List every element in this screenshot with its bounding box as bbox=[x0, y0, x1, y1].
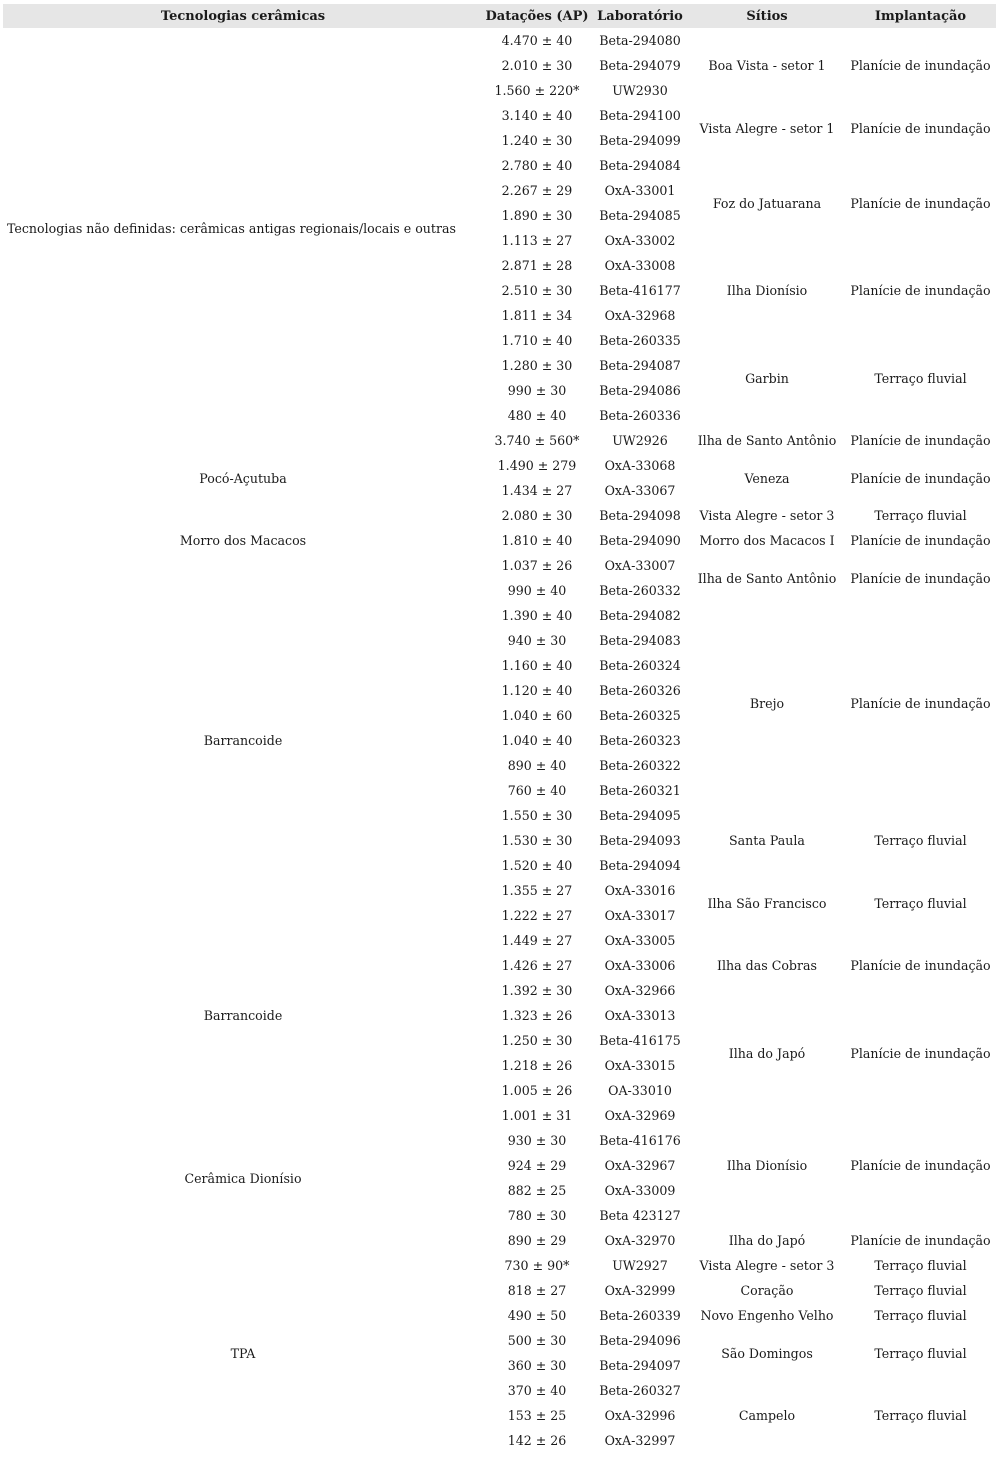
ceramic-technology-cell: Morro dos Macacos bbox=[179, 533, 307, 548]
laboratory-cell: UW2926 bbox=[612, 433, 668, 448]
laboratory-cell: Beta-416175 bbox=[599, 1033, 681, 1048]
date-cell: 1.434 ± 27 bbox=[501, 483, 573, 498]
laboratory-cell: OA-33010 bbox=[608, 1083, 672, 1098]
laboratory-cell: OxA-32970 bbox=[604, 1233, 676, 1248]
date-cell: 1.120 ± 40 bbox=[501, 683, 573, 698]
laboratory-cell: OxA-33002 bbox=[604, 233, 676, 248]
implantation-cell: Terraço fluvial bbox=[874, 508, 967, 523]
table-header-row bbox=[3, 4, 996, 28]
date-cell: 1.005 ± 26 bbox=[501, 1083, 573, 1098]
laboratory-cell: OxA-32996 bbox=[604, 1408, 676, 1423]
implantation-cell: Planície de inundação bbox=[850, 570, 991, 586]
implantation-cell: Planície de inundação bbox=[850, 58, 991, 73]
table-row bbox=[3, 528, 996, 553]
site-cell: Foz do Jatuarana bbox=[712, 195, 822, 211]
laboratory-cell: OxA-33009 bbox=[604, 1183, 676, 1198]
laboratory-cell: Beta-294090 bbox=[599, 533, 681, 548]
table-row bbox=[3, 428, 996, 453]
laboratory-cell: Beta-260336 bbox=[599, 408, 681, 423]
date-cell: 990 ± 30 bbox=[507, 383, 567, 398]
laboratory-cell: UW2927 bbox=[612, 1258, 668, 1273]
laboratory-cell: OxA-33008 bbox=[604, 258, 676, 273]
date-cell: 1.222 ± 27 bbox=[501, 908, 573, 923]
implantation-cell: Terraço fluvial bbox=[874, 1308, 967, 1323]
site-cell: Vista Alegre - setor 3 bbox=[699, 1258, 835, 1273]
header-sites: Sítios bbox=[689, 4, 845, 28]
ceramic-technology-cell: Pocó-Açutuba bbox=[199, 470, 287, 486]
site-cell: Vista Alegre - setor 3 bbox=[699, 508, 835, 523]
laboratory-cell: OxA-32999 bbox=[604, 1283, 676, 1298]
laboratory-cell: OxA-32967 bbox=[604, 1158, 676, 1173]
laboratory-cell: OxA-33067 bbox=[604, 483, 676, 498]
site-cell: Ilha das Cobras bbox=[717, 958, 817, 973]
implantation-cell: Terraço fluvial bbox=[874, 833, 967, 848]
implantation-cell: Terraço fluvial bbox=[874, 895, 967, 911]
date-cell: 940 ± 30 bbox=[507, 633, 567, 648]
site-cell: Coração bbox=[740, 1283, 794, 1298]
table-row bbox=[3, 928, 996, 953]
date-cell: 760 ± 40 bbox=[507, 783, 567, 798]
implantation-cell: Planície de inundação bbox=[850, 958, 991, 973]
date-cell: 480 ± 40 bbox=[507, 408, 567, 423]
laboratory-cell: Beta-416176 bbox=[599, 1133, 681, 1148]
laboratory-cell: Beta-260327 bbox=[599, 1383, 681, 1398]
laboratory-cell: Beta-260335 bbox=[599, 333, 681, 348]
date-cell: 1.160 ± 40 bbox=[501, 658, 573, 673]
date-cell: 1.240 ± 30 bbox=[501, 133, 573, 148]
date-cell: 2.871 ± 28 bbox=[501, 258, 573, 273]
site-cell: Ilha Dionísio bbox=[726, 283, 808, 298]
date-cell: 1.280 ± 30 bbox=[501, 358, 573, 373]
laboratory-cell: Beta-294098 bbox=[599, 508, 681, 523]
implantation-cell: Planície de inundação bbox=[850, 533, 991, 548]
laboratory-cell: Beta-260326 bbox=[599, 683, 681, 698]
laboratory-cell: Beta-294100 bbox=[599, 108, 681, 123]
implantation-cell: Planície de inundação bbox=[850, 695, 991, 711]
date-cell: 990 ± 40 bbox=[507, 583, 567, 598]
header-ceramic-technologies: Tecnologias cerâmicas bbox=[3, 4, 483, 28]
header-laboratory: Laboratório bbox=[591, 4, 689, 28]
laboratory-cell: Beta-260321 bbox=[599, 783, 681, 798]
site-cell: São Domingos bbox=[721, 1345, 813, 1361]
site-cell: Morro dos Macacos I bbox=[699, 533, 835, 548]
header-dates: Datações (AP) bbox=[483, 4, 591, 28]
date-cell: 890 ± 40 bbox=[507, 758, 567, 773]
date-cell: 3.140 ± 40 bbox=[501, 108, 573, 123]
date-cell: 780 ± 30 bbox=[507, 1208, 567, 1223]
laboratory-cell: Beta-260332 bbox=[599, 583, 681, 598]
date-cell: 3.740 ± 560* bbox=[494, 433, 580, 448]
laboratory-cell: OxA-33006 bbox=[604, 958, 676, 973]
laboratory-cell: Beta-260322 bbox=[599, 758, 681, 773]
laboratory-cell: Beta-294082 bbox=[599, 608, 681, 623]
radiocarbon-dates-table bbox=[3, 4, 996, 1453]
laboratory-cell: Beta-294093 bbox=[599, 833, 681, 848]
table-row bbox=[3, 1253, 996, 1278]
date-cell: 370 ± 40 bbox=[507, 1383, 567, 1398]
laboratory-cell: OxA-33016 bbox=[604, 883, 676, 898]
ceramic-technology-cell: Barrancoide bbox=[203, 1008, 283, 1023]
date-cell: 1.040 ± 60 bbox=[501, 708, 573, 723]
laboratory-cell: OxA-33001 bbox=[604, 183, 676, 198]
laboratory-cell: Beta-294083 bbox=[599, 633, 681, 648]
table-row bbox=[3, 1103, 996, 1128]
date-cell: 1.811 ± 34 bbox=[501, 308, 573, 323]
implantation-cell: Planície de inundação bbox=[850, 120, 991, 136]
date-cell: 1.550 ± 30 bbox=[501, 808, 573, 823]
date-cell: 4.470 ± 40 bbox=[501, 33, 573, 48]
laboratory-cell: OxA-32966 bbox=[604, 983, 676, 998]
laboratory-cell: OxA-33005 bbox=[604, 933, 676, 948]
site-cell: Ilha São Francisco bbox=[707, 895, 827, 911]
date-cell: 1.037 ± 26 bbox=[501, 558, 573, 573]
date-cell: 360 ± 30 bbox=[507, 1358, 567, 1373]
implantation-cell: Terraço fluvial bbox=[874, 370, 967, 386]
date-cell: 1.530 ± 30 bbox=[501, 833, 573, 848]
laboratory-cell: OxA-32997 bbox=[604, 1433, 676, 1448]
date-cell: 1.890 ± 30 bbox=[501, 208, 573, 223]
header-implantation: Implantação bbox=[845, 4, 996, 28]
site-cell: Campelo bbox=[738, 1408, 796, 1423]
table-body bbox=[3, 28, 996, 1453]
date-cell: 2.267 ± 29 bbox=[501, 183, 573, 198]
date-cell: 1.250 ± 30 bbox=[501, 1033, 573, 1048]
site-cell: Ilha do Japó bbox=[728, 1045, 806, 1061]
date-cell: 1.218 ± 26 bbox=[501, 1058, 573, 1073]
laboratory-cell: OxA-33013 bbox=[604, 1008, 676, 1023]
date-cell: 2.080 ± 30 bbox=[501, 508, 573, 523]
laboratory-cell: OxA-33007 bbox=[604, 558, 676, 573]
laboratory-cell: OxA-33015 bbox=[604, 1058, 676, 1073]
laboratory-cell: Beta 423127 bbox=[599, 1208, 681, 1223]
date-cell: 1.490 ± 279 bbox=[497, 458, 577, 473]
laboratory-cell: Beta-294085 bbox=[599, 208, 681, 223]
date-cell: 500 ± 30 bbox=[507, 1333, 567, 1348]
laboratory-cell: Beta-294086 bbox=[599, 383, 681, 398]
implantation-cell: Planície de inundação bbox=[850, 1045, 991, 1061]
implantation-cell: Planície de inundação bbox=[850, 195, 991, 211]
date-cell: 1.710 ± 40 bbox=[501, 333, 573, 348]
date-cell: 2.780 ± 40 bbox=[501, 158, 573, 173]
laboratory-cell: OxA-32968 bbox=[604, 308, 676, 323]
date-cell: 1.449 ± 27 bbox=[501, 933, 573, 948]
site-cell: Santa Paula bbox=[729, 833, 805, 848]
site-cell: Ilha do Japó bbox=[728, 1233, 806, 1248]
laboratory-cell: UW2930 bbox=[612, 83, 668, 98]
site-cell: Ilha Dionísio bbox=[726, 1158, 808, 1173]
laboratory-cell: Beta-294094 bbox=[599, 858, 681, 873]
laboratory-cell: Beta-294087 bbox=[599, 358, 681, 373]
laboratory-cell: Beta-294084 bbox=[599, 158, 681, 173]
date-cell: 930 ± 30 bbox=[507, 1133, 567, 1148]
date-cell: 1.520 ± 40 bbox=[501, 858, 573, 873]
date-cell: 490 ± 50 bbox=[507, 1308, 567, 1323]
date-cell: 1.355 ± 27 bbox=[501, 883, 573, 898]
date-cell: 818 ± 27 bbox=[507, 1283, 567, 1298]
site-cell: Ilha de Santo Antônio bbox=[697, 570, 837, 586]
laboratory-cell: Beta-260339 bbox=[599, 1308, 681, 1323]
implantation-cell: Planície de inundação bbox=[850, 470, 991, 486]
date-cell: 1.390 ± 40 bbox=[501, 608, 573, 623]
ceramic-technology-cell: Tecnologias não definidas: cerâmicas antigas regionais/locais e outras bbox=[7, 220, 456, 236]
laboratory-cell: Beta-416177 bbox=[599, 283, 681, 298]
implantation-cell: Terraço fluvial bbox=[874, 1258, 967, 1273]
date-cell: 1.040 ± 40 bbox=[501, 733, 573, 748]
implantation-cell: Terraço fluvial bbox=[874, 1408, 967, 1423]
laboratory-cell: OxA-32969 bbox=[604, 1108, 676, 1123]
date-cell: 142 ± 26 bbox=[507, 1433, 567, 1448]
date-cell: 882 ± 25 bbox=[507, 1183, 567, 1198]
ceramic-technology-cell: TPA bbox=[230, 1345, 256, 1361]
laboratory-cell: OxA-33068 bbox=[604, 458, 676, 473]
site-cell: Novo Engenho Velho bbox=[700, 1308, 834, 1323]
date-cell: 2.510 ± 30 bbox=[501, 283, 573, 298]
date-cell: 924 ± 29 bbox=[507, 1158, 567, 1173]
date-cell: 1.113 ± 27 bbox=[501, 233, 573, 248]
laboratory-cell: Beta-294099 bbox=[599, 133, 681, 148]
site-cell: Garbin bbox=[745, 370, 789, 386]
site-cell: Boa Vista - setor 1 bbox=[708, 58, 826, 73]
date-cell: 1.560 ± 220* bbox=[494, 83, 580, 98]
implantation-cell: Terraço fluvial bbox=[874, 1345, 967, 1361]
laboratory-cell: Beta-294079 bbox=[599, 58, 681, 73]
date-cell: 890 ± 29 bbox=[507, 1233, 567, 1248]
table-row bbox=[3, 28, 996, 53]
site-cell: Brejo bbox=[749, 695, 785, 711]
date-cell: 730 ± 90* bbox=[504, 1258, 570, 1273]
implantation-cell: Planície de inundação bbox=[850, 1233, 991, 1248]
implantation-cell: Terraço fluvial bbox=[874, 1283, 967, 1298]
date-cell: 2.010 ± 30 bbox=[501, 58, 573, 73]
implantation-cell: Planície de inundação bbox=[850, 1158, 991, 1173]
laboratory-cell: Beta-260324 bbox=[599, 658, 681, 673]
implantation-cell: Planície de inundação bbox=[850, 283, 991, 298]
laboratory-cell: Beta-294095 bbox=[599, 808, 681, 823]
laboratory-cell: Beta-260325 bbox=[599, 708, 681, 723]
date-cell: 1.323 ± 26 bbox=[501, 1008, 573, 1023]
laboratory-cell: Beta-294080 bbox=[599, 33, 681, 48]
date-cell: 1.001 ± 31 bbox=[501, 1108, 573, 1123]
laboratory-cell: Beta-260323 bbox=[599, 733, 681, 748]
laboratory-cell: Beta-294097 bbox=[599, 1358, 681, 1373]
date-cell: 1.810 ± 40 bbox=[501, 533, 573, 548]
site-cell: Ilha de Santo Antônio bbox=[697, 433, 837, 448]
site-cell: Vista Alegre - setor 1 bbox=[699, 120, 835, 136]
site-cell: Veneza bbox=[744, 470, 790, 486]
ceramic-technology-cell: Cerâmica Dionísio bbox=[184, 1170, 302, 1186]
ceramic-technology-cell: Barrancoide bbox=[203, 733, 283, 748]
date-cell: 1.426 ± 27 bbox=[501, 958, 573, 973]
date-cell: 153 ± 25 bbox=[507, 1408, 567, 1423]
table-row bbox=[3, 553, 996, 578]
date-cell: 1.392 ± 30 bbox=[501, 983, 573, 998]
laboratory-cell: Beta-294096 bbox=[599, 1333, 681, 1348]
laboratory-cell: OxA-33017 bbox=[604, 908, 676, 923]
implantation-cell: Planície de inundação bbox=[850, 433, 991, 448]
